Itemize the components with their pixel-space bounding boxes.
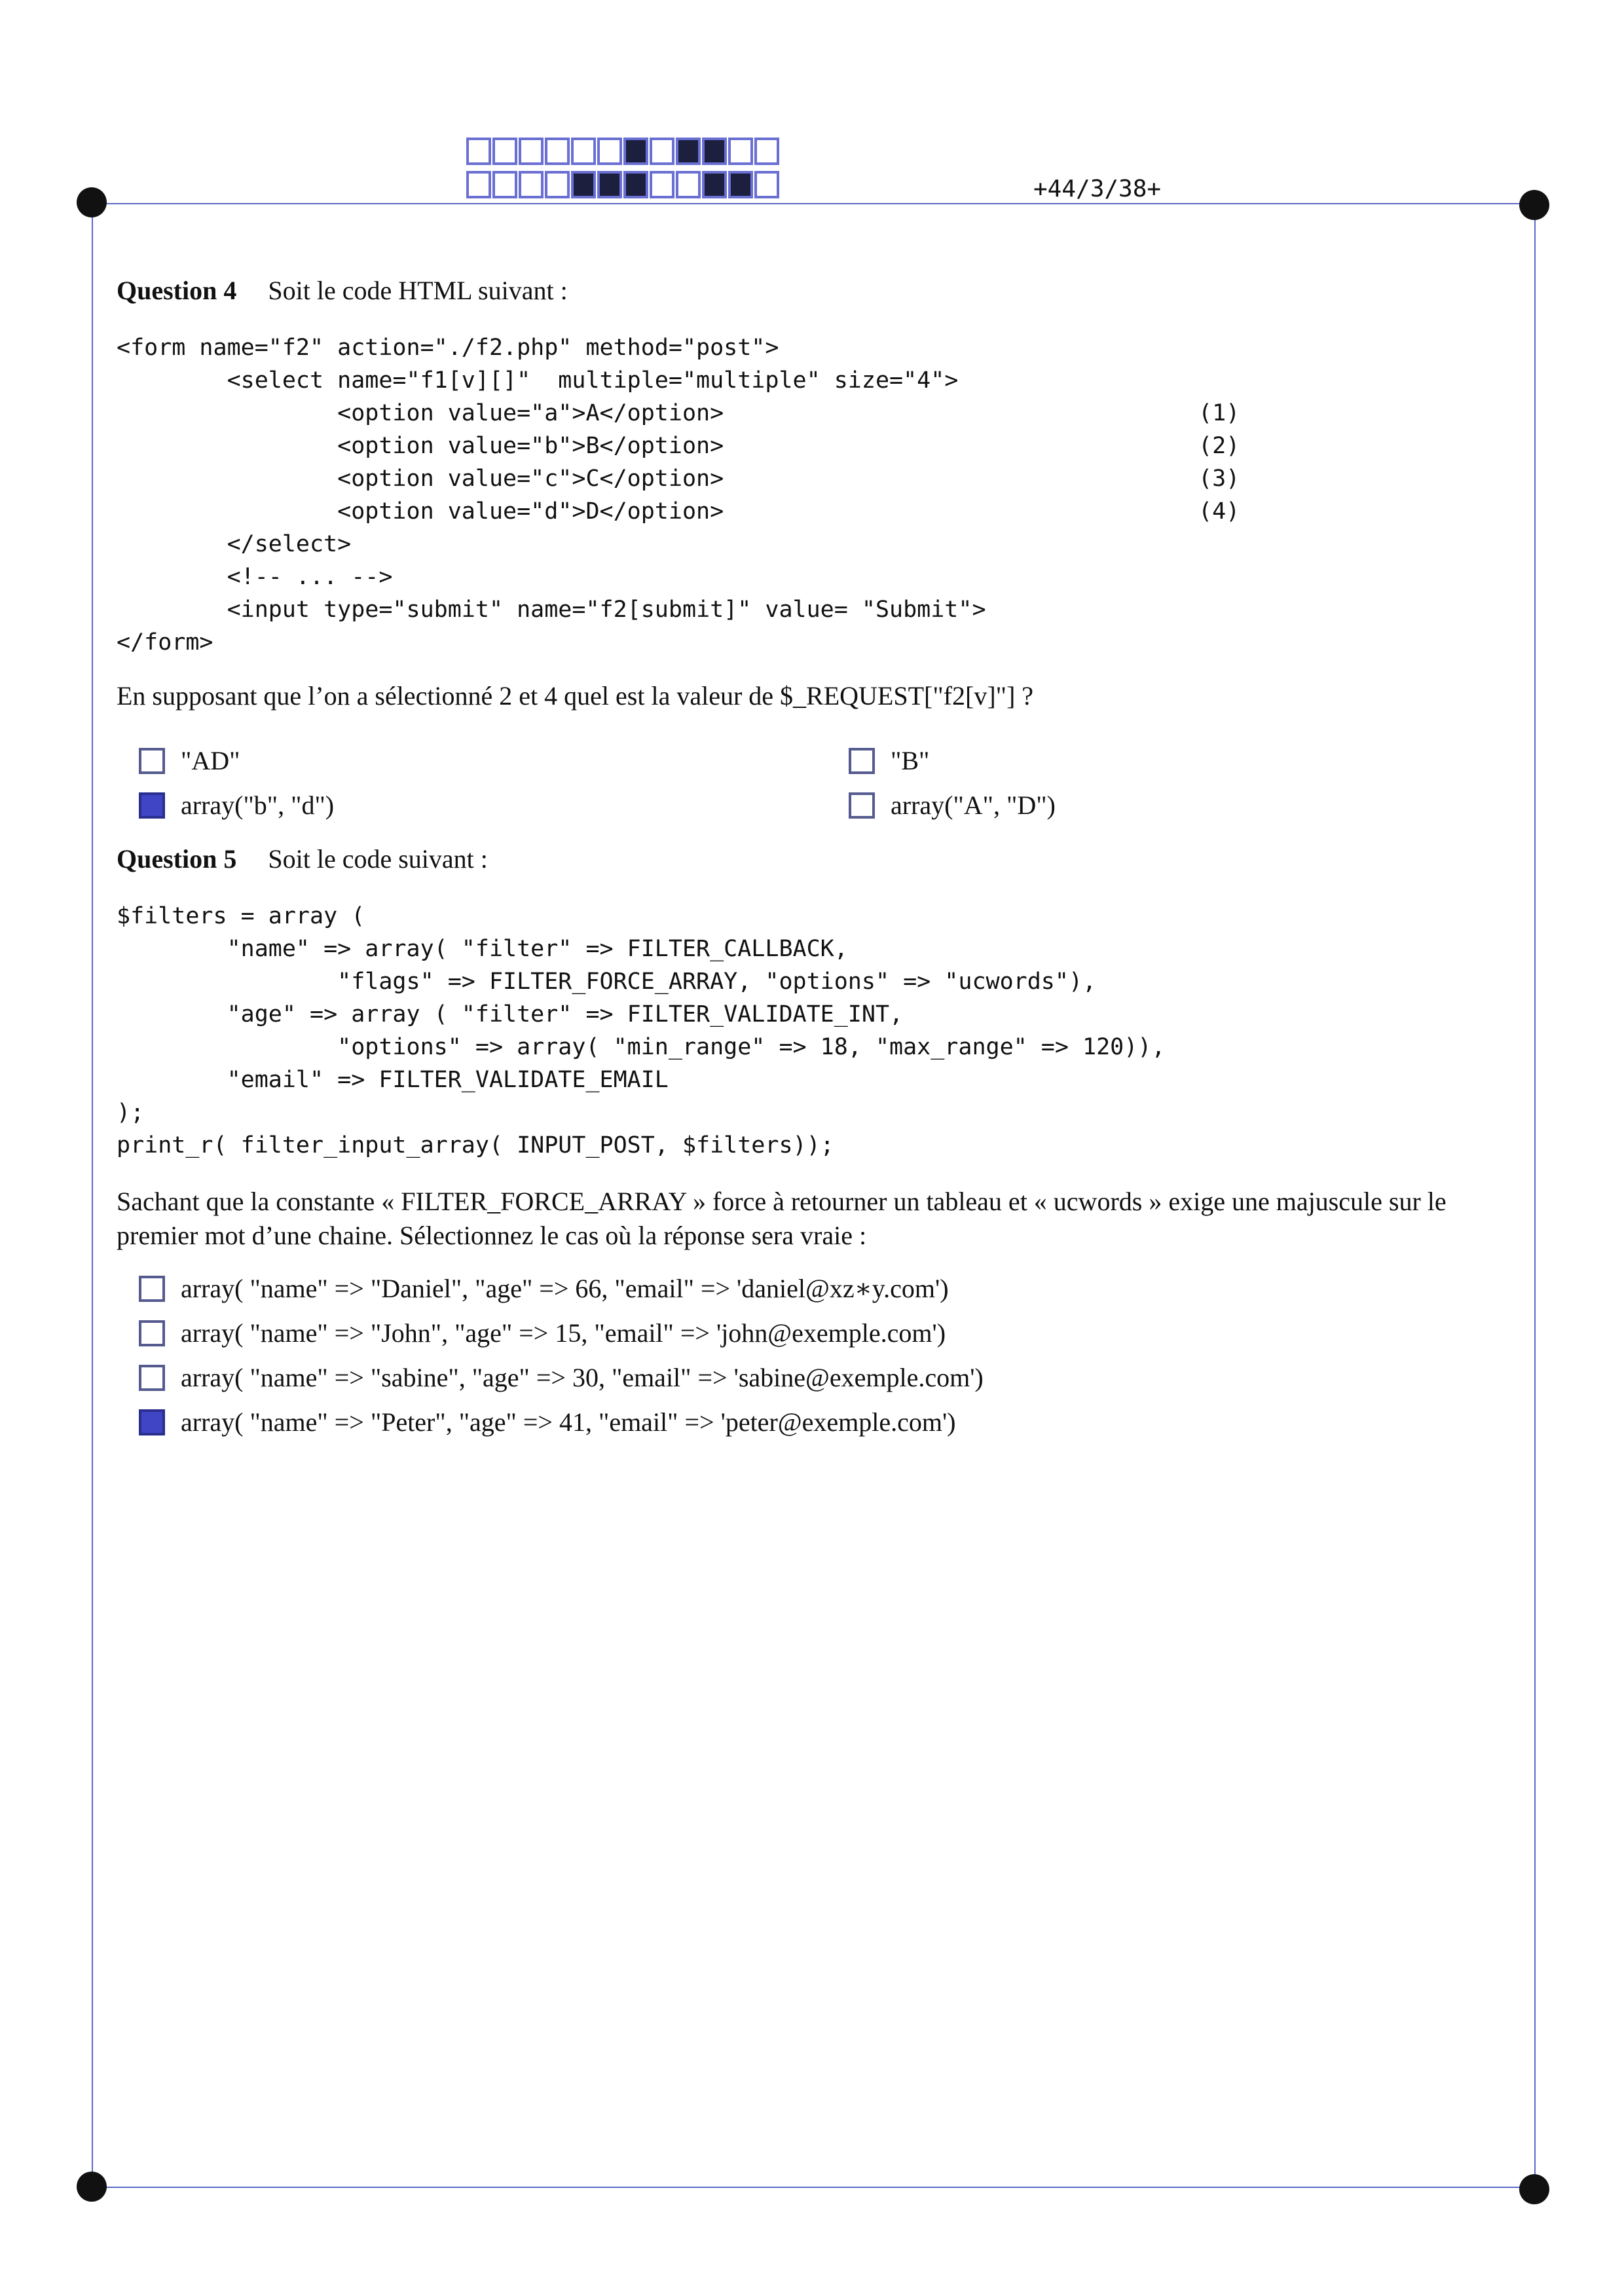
q4-choice-3-checkbox[interactable] [139, 792, 165, 819]
question-5-label: Question 5 [117, 844, 237, 874]
corner-mark-top-right [1519, 190, 1549, 220]
barcode-cell [519, 171, 544, 198]
q5-choice-1[interactable] [139, 1273, 949, 1304]
code-line: <option value="c">C</option> [117, 466, 724, 492]
barcode-cell [702, 171, 727, 198]
page-barcode [466, 138, 781, 204]
q5-choice-2-checkbox[interactable] [139, 1320, 165, 1346]
code-line: </form> [117, 629, 213, 656]
question-5-header [117, 843, 488, 874]
barcode-cell [676, 171, 701, 198]
barcode-cell [571, 138, 596, 165]
barcode-row [466, 171, 781, 198]
barcode-cell [571, 171, 596, 198]
code-line: <option value="a">A</option> [117, 400, 724, 426]
corner-mark-bottom-right [1519, 2174, 1549, 2204]
page-id: +44/3/38+ [1033, 176, 1162, 202]
code-line: (3) [1198, 466, 1240, 492]
q4-choice-2[interactable] [849, 745, 929, 776]
q5-choice-4-label: array( "name" => "Peter", "age" => 41, "email" => 'peter@exemple.com') [181, 1407, 956, 1437]
q5-choice-4[interactable] [139, 1407, 955, 1437]
code-line: <select name="f1[v][]" multiple="multiple" size="4"> [117, 367, 959, 394]
code-line: <option value="d">D</option> [117, 498, 724, 525]
corner-mark-bottom-left [77, 2172, 107, 2202]
barcode-cell [597, 138, 622, 165]
q4-choice-1-label: "AD" [181, 746, 240, 775]
code-line: $filters = array ( [117, 903, 365, 929]
code-line: <input type="submit" name="f2[submit]" value= "Submit"> [117, 597, 986, 623]
q4-choice-3-label: array("b", "d") [181, 790, 335, 820]
barcode-cell [676, 138, 701, 165]
q4-choice-4-checkbox[interactable] [849, 792, 875, 819]
barcode-cell [492, 138, 517, 165]
question-4-prompt: Soit le code HTML suivant : [268, 276, 568, 305]
barcode-cell [492, 171, 517, 198]
code-line: ); [117, 1100, 145, 1126]
code-line: <option value="b">B</option> [117, 433, 724, 459]
code-line: "name" => array( "filter" => FILTER_CALLBACK, [117, 936, 848, 962]
question-5-code-block [117, 900, 1165, 1162]
barcode-cell [728, 171, 753, 198]
question-4-line-numbers [1198, 397, 1240, 528]
q5-choice-3-label: array( "name" => "sabine", "age" => 30, "email" => 'sabine@exemple.com') [181, 1363, 984, 1392]
barcode-cell [466, 171, 491, 198]
barcode-cell [650, 138, 674, 165]
q4-choice-1[interactable] [139, 745, 240, 776]
question-5-text-line-1: Sachant que la constante « FILTER_FORCE_ARRAY » force à retourner un tableau et « ucwords » exige une majuscule sur le [117, 1187, 1447, 1216]
q5-choice-3-checkbox[interactable] [139, 1365, 165, 1391]
q5-choice-2-label: array( "name" => "John", "age" => 15, "email" => 'john@exemple.com') [181, 1318, 946, 1348]
barcode-cell [702, 138, 727, 165]
q4-choice-4[interactable] [849, 790, 1056, 821]
code-line: "options" => array( "min_range" => 18, "max_range" => 120)), [117, 1034, 1166, 1060]
question-4-text: En supposant que l’on a sélectionné 2 et 4 quel est la valeur de $_REQUEST["f2[v]"] ? [117, 681, 1034, 711]
code-line: </select> [117, 531, 352, 557]
code-line: (1) [1198, 400, 1240, 426]
barcode-cell [545, 171, 570, 198]
question-4-header [117, 275, 568, 306]
q4-choice-3[interactable] [139, 790, 334, 821]
code-line: <!-- ... --> [117, 564, 393, 590]
barcode-cell [754, 138, 779, 165]
frame-right-line [1534, 203, 1536, 2187]
code-line: "age" => array ( "filter" => FILTER_VALIDATE_INT, [117, 1001, 904, 1028]
q5-choice-4-checkbox[interactable] [139, 1409, 165, 1435]
question-4-label: Question 4 [117, 276, 237, 305]
q4-choice-1-checkbox[interactable] [139, 748, 165, 774]
q4-choice-4-label: array("A", "D") [891, 790, 1056, 820]
barcode-cell [728, 138, 753, 165]
question-5-prompt: Soit le code suivant : [268, 844, 488, 874]
barcode-cell [754, 171, 779, 198]
q4-choice-2-label: "B" [891, 746, 930, 775]
code-line: "flags" => FILTER_FORCE_ARRAY, "options" => "ucwords"), [117, 969, 1097, 995]
corner-mark-top-left [77, 187, 107, 217]
barcode-cell [623, 138, 648, 165]
q5-choice-1-checkbox[interactable] [139, 1276, 165, 1302]
barcode-cell [545, 138, 570, 165]
frame-left-line [92, 203, 93, 2187]
barcode-cell [466, 138, 491, 165]
q5-choice-2[interactable] [139, 1318, 946, 1348]
barcode-cell [623, 171, 648, 198]
code-line: "email" => FILTER_VALIDATE_EMAIL [117, 1067, 669, 1093]
question-5-text-line-2: premier mot d’une chaine. Sélectionnez le cas où la réponse sera vraie : [117, 1221, 867, 1250]
barcode-cell [597, 171, 622, 198]
frame-top-line [92, 203, 1536, 204]
q5-choice-1-label: array( "name" => "Daniel", "age" => 66, "email" => 'daniel@xz∗y.com') [181, 1274, 949, 1303]
q4-choice-2-checkbox[interactable] [849, 748, 875, 774]
code-line: (4) [1198, 498, 1240, 525]
barcode-row [466, 138, 781, 165]
code-line: print_r( filter_input_array( INPUT_POST, $filters)); [117, 1132, 834, 1158]
code-line: <form name="f2" action="./f2.php" method="post"> [117, 335, 779, 361]
q5-choice-3[interactable] [139, 1362, 984, 1393]
barcode-cell [650, 171, 674, 198]
question-4-code-block [117, 331, 986, 659]
frame-bottom-line [92, 2187, 1536, 2188]
code-line: (2) [1198, 433, 1240, 459]
barcode-cell [519, 138, 544, 165]
